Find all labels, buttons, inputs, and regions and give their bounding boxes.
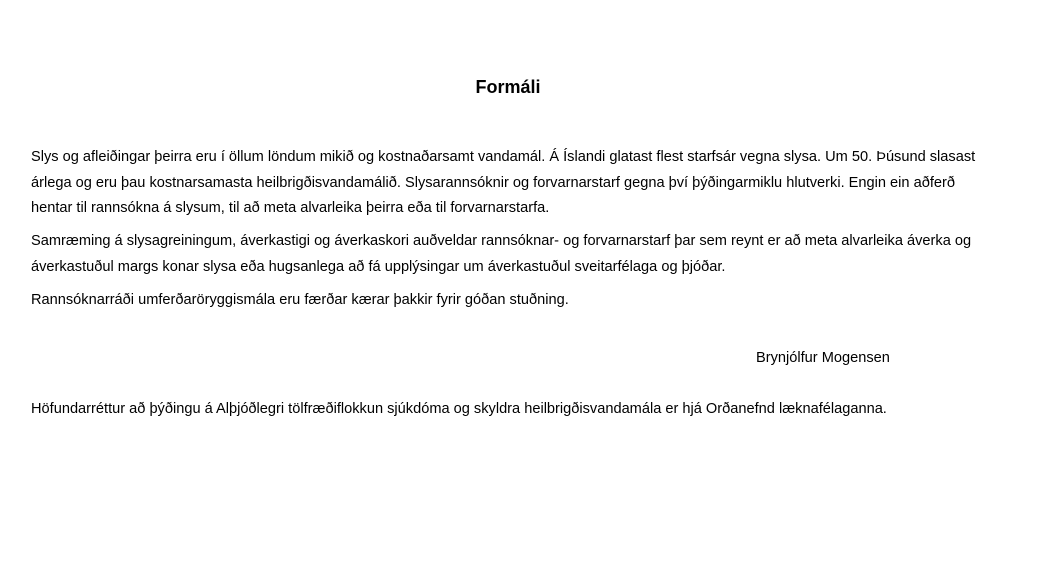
- paragraph-standardization: Samræming á slysagreiningum, áverkastigi og áverkaskori auðveldar rannsóknar- og forvarnarstarf þar sem reynt er að meta alvarleika áverka og áverkastuðul margs konar slysa eða hugsanlega að fá upplýsingar um áverkastuðul sveitarfélaga og þjóðar.: [31, 233, 972, 275]
- paragraph-acknowledgement: Rannsóknarráði umferðaröryggismála eru færðar kærar þakkir fyrir góðan stuðning.: [31, 292, 569, 308]
- document-title: Formáli: [475, 77, 541, 97]
- paragraph-intro: Slys og afleiðingar þeirra eru í öllum löndum mikið og kostnaðarsamt vandamál. Á Íslandi glatast flest starfsár vegna slysa. Um 50. Þúsund slasast árlega og eru þau kostnarsamasta heilbrigðisvandamálið. Slysarannsóknir og forvarnarstarf gegna því þýðingarmiklu hlutverki. Engin ein aðferð hentar til rannsókna á slysum, til að meta alvarleika þeirra eða til forvarnarstarfa.: [31, 149, 976, 216]
- author-signature: Brynjólfur Mogensen: [756, 350, 890, 366]
- copyright-notice: Höfundarréttur að þýðingu á Alþjóðlegri tölfræðiflokkun sjúkdóma og skyldra heilbrigðisvandamála er hjá Orðanefnd læknafélaganna.: [31, 401, 887, 417]
